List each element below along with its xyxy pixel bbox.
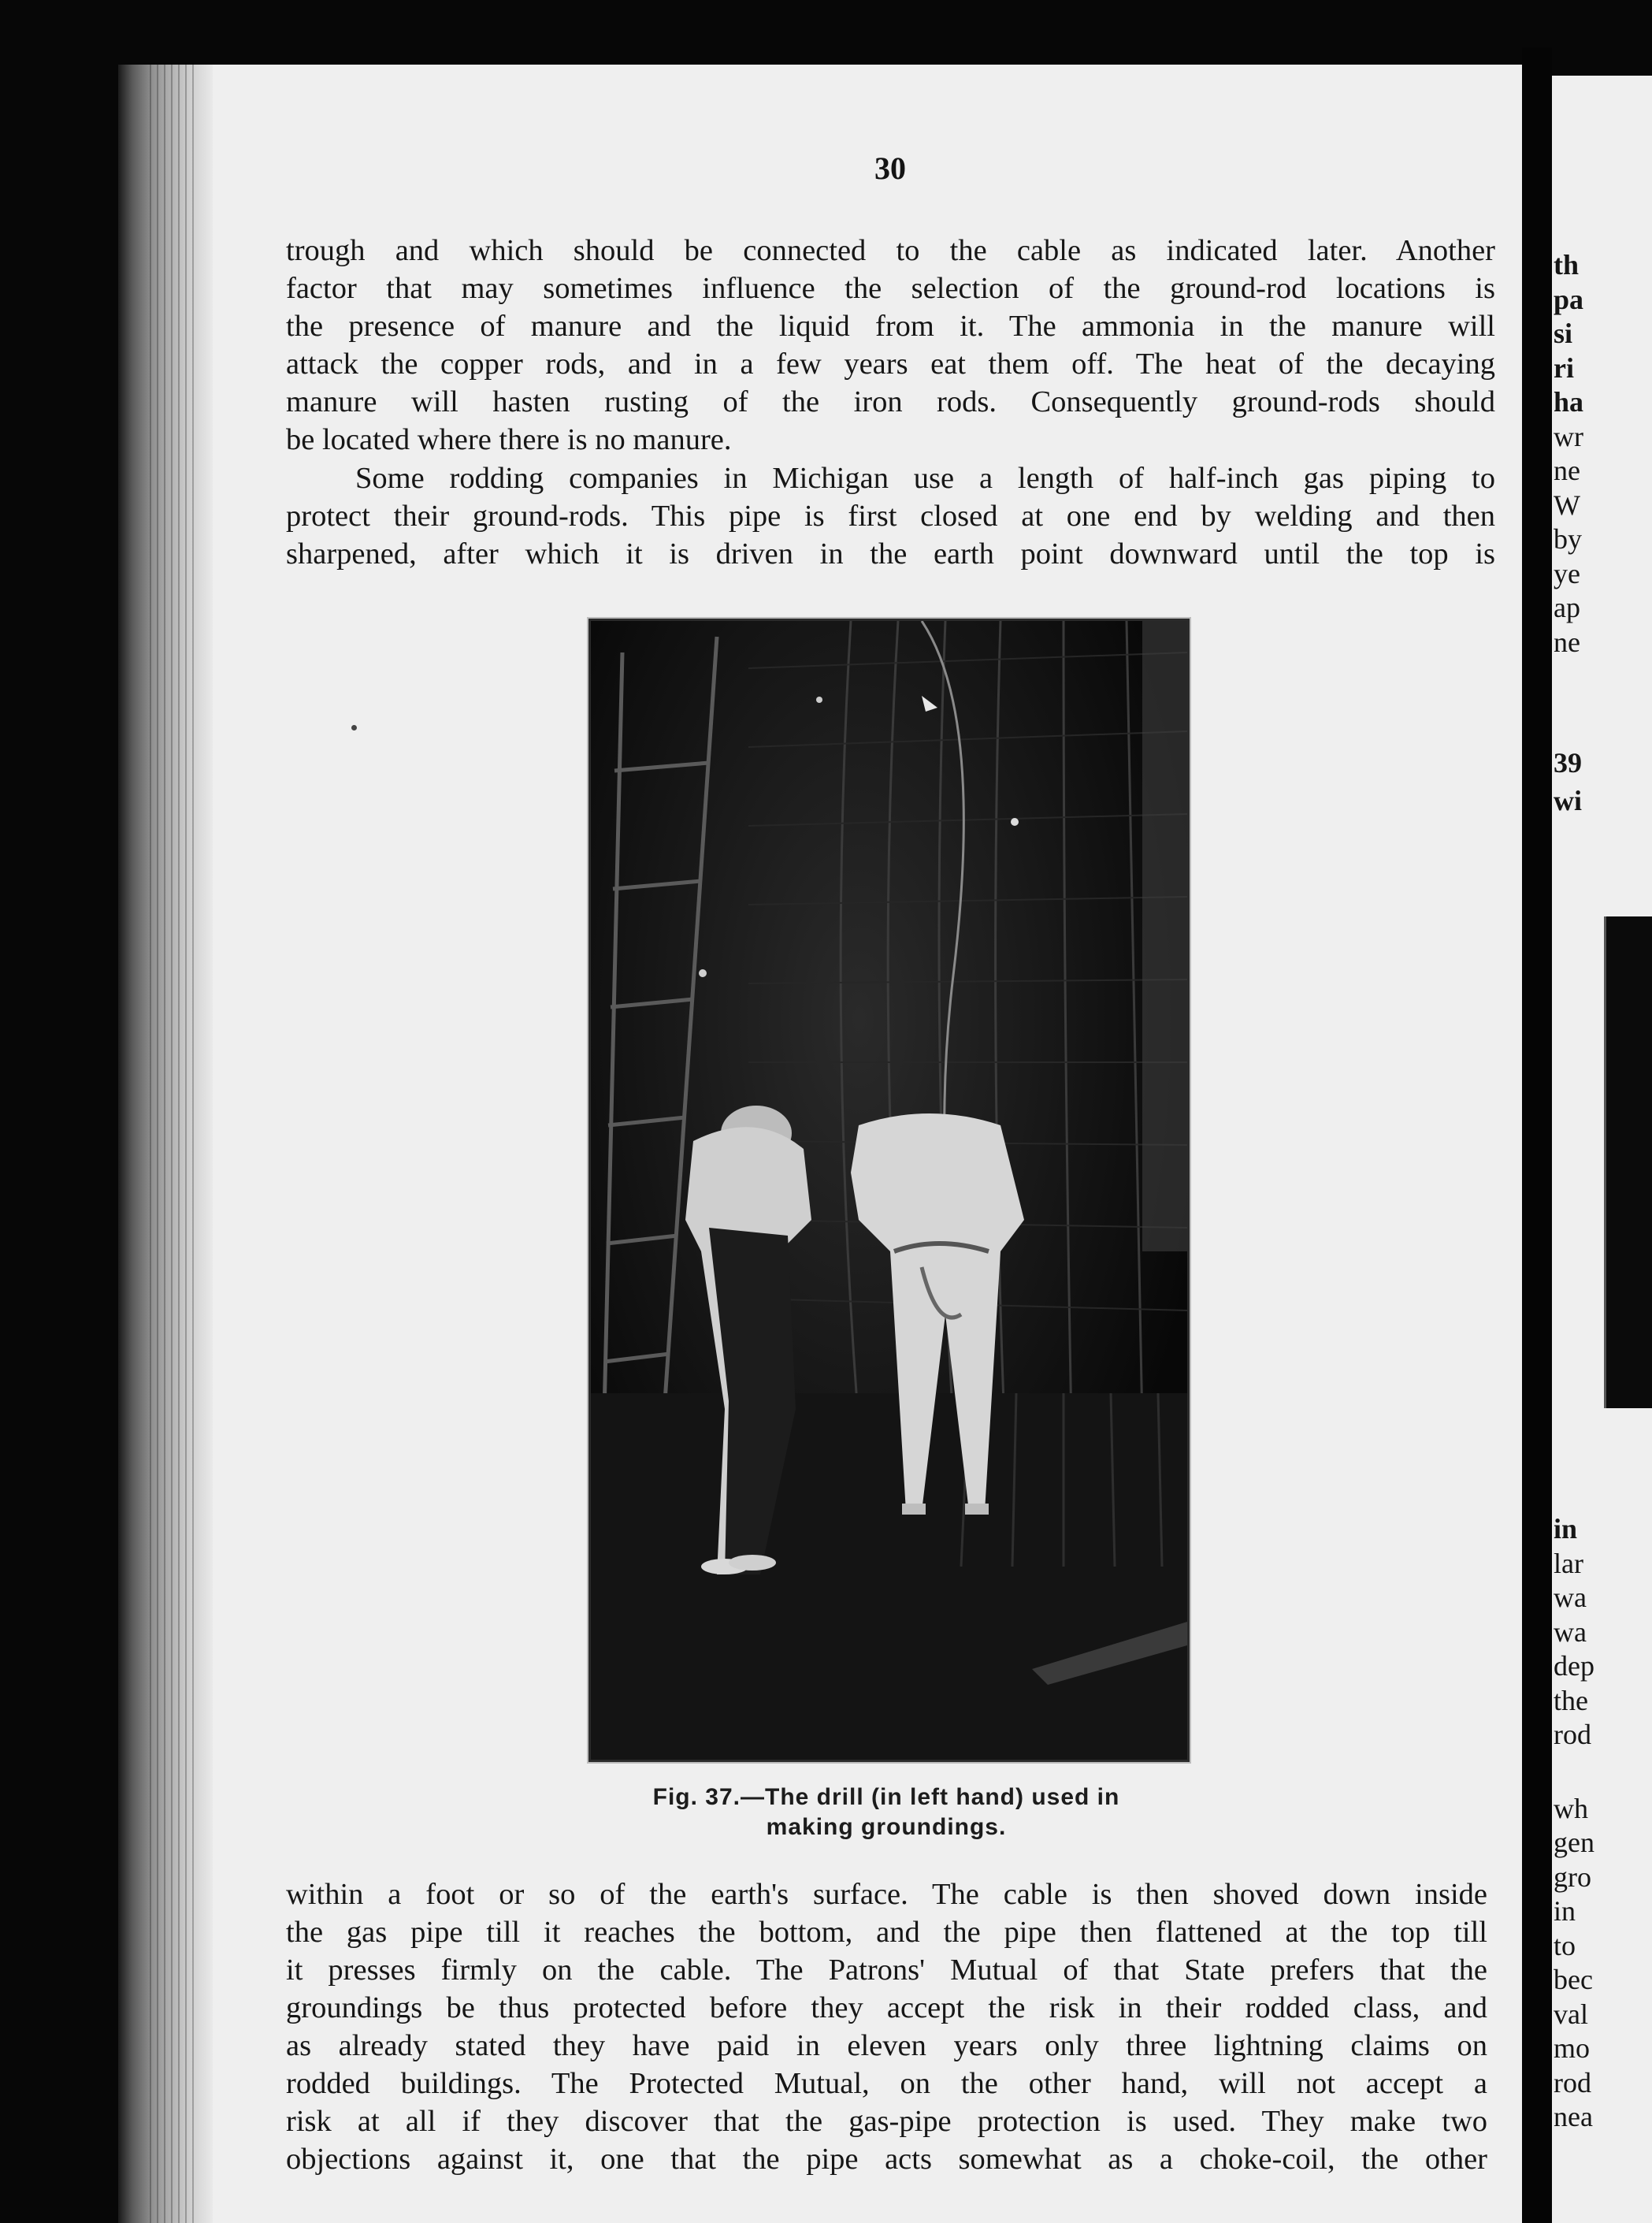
- photo-illustration: [591, 621, 1187, 1760]
- facing-page-text-fragment: dep: [1554, 1650, 1594, 1682]
- text-line: attack the copper rods, and in a few years eat them off. The heat of the decaying: [286, 348, 1495, 381]
- page-number: 30: [874, 151, 906, 186]
- text-line: as already stated they have paid in eleven years only three lightning claims on: [286, 2029, 1487, 2062]
- figure-37-photograph: [588, 619, 1190, 1762]
- text-line: trough and which should be connected to the cable as indicated later. Another: [286, 234, 1495, 267]
- facing-page-text-fragment: gro: [1554, 1861, 1591, 1893]
- facing-page-text-fragment: rod: [1554, 1719, 1591, 1750]
- text-line: the presence of manure and the liquid from it. The ammonia in the manure will: [286, 310, 1495, 343]
- text-line: sharpened, after which it is driven in the earth point downward until the top is: [286, 537, 1495, 571]
- facing-page-text-fragment: val: [1554, 1998, 1588, 2030]
- facing-page-text-fragment: rod: [1554, 2066, 1591, 2098]
- text-line: manure will hasten rusting of the iron rods. Consequently ground-rods should: [286, 385, 1495, 418]
- facing-page-text-fragment: gen: [1554, 1827, 1594, 1858]
- facing-page-text-fragment: th: [1554, 249, 1580, 281]
- text-line: Some rodding companies in Michigan use a length of half-inch gas piping to: [355, 462, 1495, 495]
- facing-page-text-fragment: ri: [1554, 351, 1574, 384]
- text-line: the gas pipe till it reaches the bottom, and the pipe then flattened at the top till: [286, 1916, 1487, 1949]
- figure-caption: [520, 1782, 1253, 1842]
- text-line: it presses firmly on the cable. The Patrons' Mutual of that State prefers that the: [286, 1953, 1487, 1987]
- facing-page-text-fragment: ne: [1554, 455, 1580, 486]
- text-line: factor that may sometimes influence the selection of the ground-rod locations is: [286, 272, 1495, 305]
- facing-page-text-fragment: pa: [1554, 283, 1584, 315]
- facing-page-text-fragment: wr: [1554, 420, 1583, 452]
- paragraph-1: [286, 232, 1495, 459]
- text-line: within a foot or so of the earth's surface. The cable is then shoved down inside: [286, 1878, 1487, 1911]
- page-edge-lines: [150, 65, 197, 2223]
- facing-page-text-fragment: ap: [1554, 592, 1580, 623]
- text-line: objections against it, one that the pipe acts somewhat as a choke-coil, the other: [286, 2143, 1487, 2176]
- facing-page-figure-edge: [1604, 916, 1652, 1408]
- facing-page-text-fragment: wh: [1554, 1792, 1588, 1824]
- facing-page-text-fragment: mo: [1554, 2032, 1591, 2064]
- text-line: risk at all if they discover that the gas-pipe protection is used. They make two: [286, 2105, 1487, 2138]
- facing-page-text-fragment: wa: [1554, 1615, 1587, 1648]
- text-line: protect their ground-rods. This pipe is first closed at one end by welding and then: [286, 500, 1495, 533]
- facing-page-text-fragment: ne: [1554, 626, 1580, 658]
- facing-page-text-fragment: bec: [1554, 1964, 1593, 1995]
- facing-page-text-fragment: ye: [1554, 557, 1580, 589]
- paragraph-2: [286, 459, 1495, 573]
- facing-page-text-fragment: wi: [1554, 785, 1582, 816]
- text-line: groundings be thus protected before they accept the risk in their rodded class, and: [286, 1991, 1487, 2024]
- facing-page-text-fragment: nea: [1554, 2101, 1593, 2132]
- caption-line-2: making groundings.: [766, 1814, 1007, 1840]
- paragraph-3: [286, 1875, 1487, 2178]
- paper-speck: [351, 725, 357, 730]
- facing-page-text-fragment: W: [1554, 489, 1580, 521]
- facing-page-text-fragment: the: [1554, 1684, 1588, 1716]
- facing-page-text-fragment: in: [1554, 1513, 1578, 1545]
- facing-page-text-fragment: ha: [1554, 386, 1584, 418]
- facing-page-text-fragment: wa: [1554, 1582, 1587, 1613]
- facing-page-text-fragment: in: [1554, 1895, 1576, 1927]
- text-line: be located where there is no manure.: [286, 423, 732, 456]
- facing-page-text-fragment: lar: [1554, 1547, 1583, 1579]
- caption-line-1: Fig. 37.—The drill (in left hand) used in: [652, 1784, 1120, 1810]
- facing-page-text-fragment: by: [1554, 523, 1582, 555]
- book-gutter: [1522, 47, 1552, 2223]
- facing-page-text-fragment: si: [1554, 318, 1573, 349]
- text-line: rodded buildings. The Protected Mutual, on the other hand, will not accept a: [286, 2067, 1487, 2100]
- facing-page-text-fragment: 39: [1554, 747, 1582, 779]
- facing-page-text-fragment: to: [1554, 1929, 1576, 1961]
